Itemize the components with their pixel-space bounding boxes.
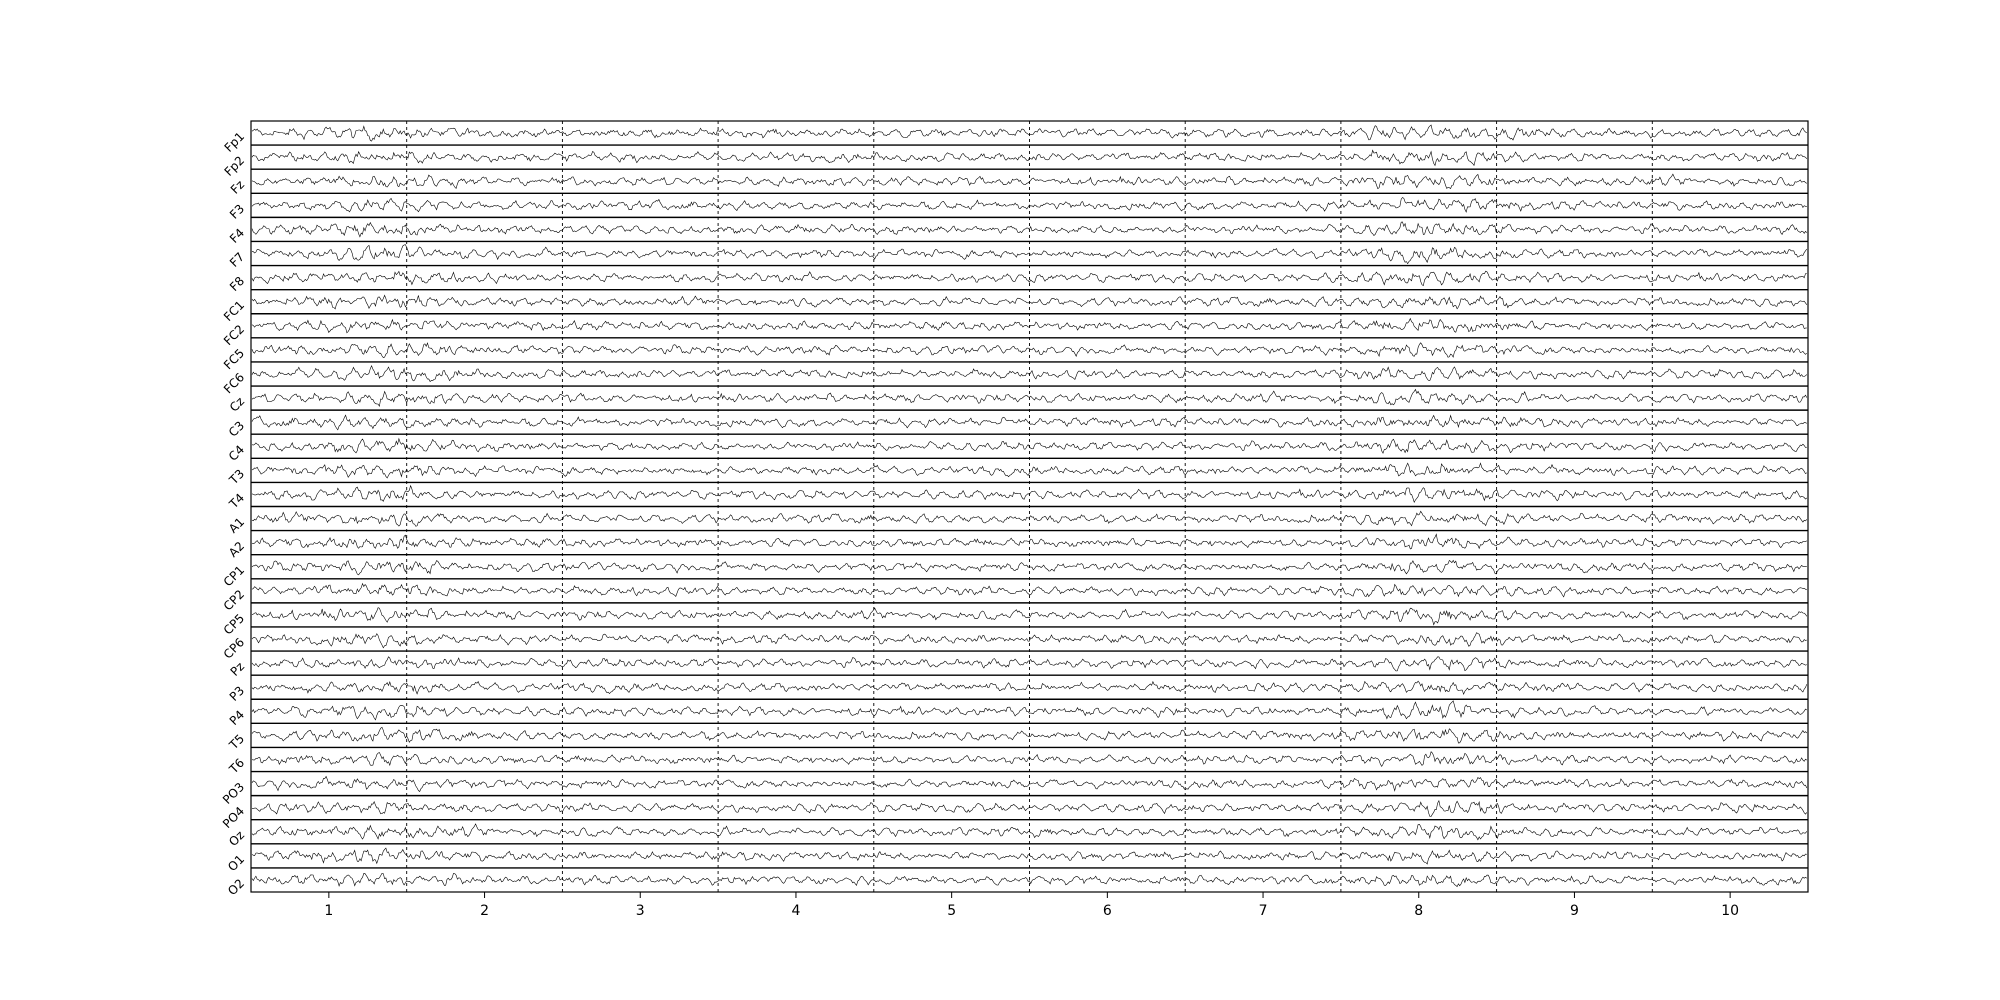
channel-label-f3: F3 [226,201,248,222]
channel-label-t6: T6 [226,755,248,777]
channel-label-a1: A1 [226,514,248,536]
channel-label-pz: Pz [227,659,248,679]
trace-po4 [252,801,1807,817]
x-tick-label: 7 [1258,903,1268,919]
channel-label-t5: T5 [226,731,248,753]
channel-label-cp2: CP2 [220,587,248,614]
channel-label-cp5: CP5 [220,611,248,638]
channel-label-fz: Fz [227,177,248,197]
x-tick-label: 1 [324,903,334,919]
channel-label-c3: C3 [225,418,248,440]
channel-label-p4: P4 [226,707,248,728]
x-tick-label: 5 [947,903,957,919]
x-tick-label: 10 [1721,903,1740,919]
x-axis [324,892,1739,919]
channel-label-fc2: FC2 [221,322,248,349]
channel-label-c4: C4 [225,442,248,464]
channel-label-fc5: FC5 [221,346,248,373]
channel-labels [220,129,247,898]
x-tick-label: 6 [1102,903,1112,919]
channel-label-fp1: Fp1 [221,129,248,155]
channel-label-t3: T3 [226,466,248,488]
x-tick-label: 8 [1414,903,1424,919]
channel-label-f4: F4 [226,225,248,246]
channel-label-fp2: Fp2 [221,153,248,179]
x-tick-label: 3 [635,903,645,919]
channel-label-fc1: FC1 [221,297,248,325]
channel-label-f8: F8 [226,273,248,295]
channel-label-fc6: FC6 [221,370,248,397]
x-tick-label: 4 [791,903,801,919]
channel-label-cp1: CP1 [220,562,248,590]
channel-label-po4: PO4 [220,803,248,831]
channel-label-o1: O1 [225,852,248,875]
trace-cp5 [252,608,1807,625]
channel-label-oz: Oz [226,827,248,850]
channel-label-p3: P3 [226,683,248,704]
x-tick-label: 2 [480,903,490,919]
channel-label-f7: F7 [226,249,248,270]
channel-label-cp6: CP6 [220,635,248,662]
channel-label-cz: Cz [226,394,248,415]
channel-label-o2: O2 [225,876,248,899]
channel-label-po3: PO3 [220,779,248,807]
channel-label-t4: T4 [226,490,248,512]
x-tick-label: 9 [1569,903,1579,919]
channel-label-a2: A2 [226,538,248,560]
